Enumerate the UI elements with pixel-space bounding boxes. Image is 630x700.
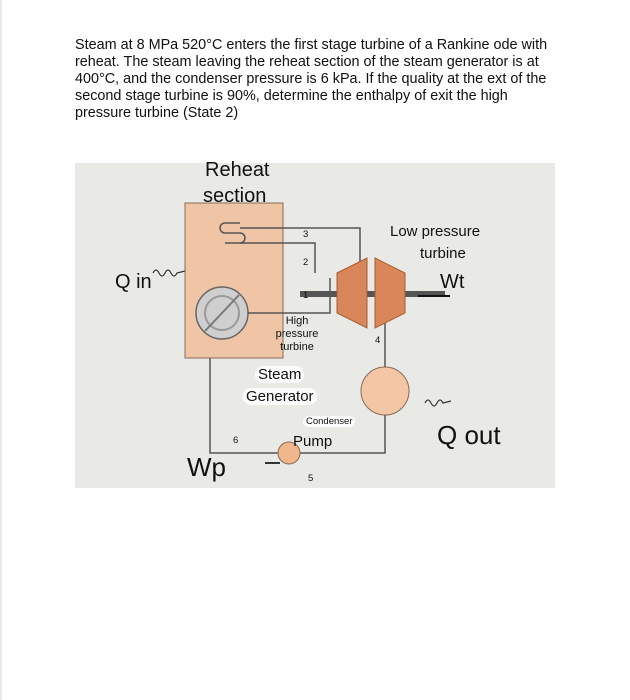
steam-generator-label-line1: Steam [255, 366, 304, 383]
condenser-shape [361, 367, 409, 415]
page-edge [0, 0, 2, 700]
wt-label: Wt [440, 271, 465, 293]
q-out-label: Q out [437, 420, 501, 450]
q-in-label: Q in [115, 271, 152, 293]
problem-statement: Steam at 8 MPa 520°C enters the first stage turbine of a Rankine ode with reheat. The steam leaving the reheat section of the steam generator is at 400°C, and the condenser pressure is 6 kPa. If the quality at the ext of the second stage turbine is 90%, determine the enthalpy of exit the high pressure turbine (State 2) [75, 37, 548, 121]
condenser-label: Condenser [303, 416, 355, 427]
state-label-4: 4 [375, 335, 381, 346]
reheat-label-line1: Reheat [205, 159, 270, 181]
wp-label: Wp [187, 452, 226, 482]
reheat-label-line2: section [203, 185, 267, 207]
low-pressure-label-line2: turbine [420, 245, 466, 262]
state-label-6: 6 [233, 435, 239, 446]
state-label-5: 5 [308, 473, 314, 484]
steam-generator-label-line2: Generator [243, 388, 317, 405]
low-pressure-label-line1: Low pressure [390, 223, 481, 240]
state-label-3: 3 [303, 229, 309, 240]
high-pressure-turbine-label: High pressure turbine [275, 315, 319, 353]
state-label-1: 1 [303, 290, 309, 301]
pump-label: Pump [293, 433, 333, 450]
rankine-reheat-diagram [75, 159, 555, 488]
state-label-2: 2 [303, 257, 309, 268]
